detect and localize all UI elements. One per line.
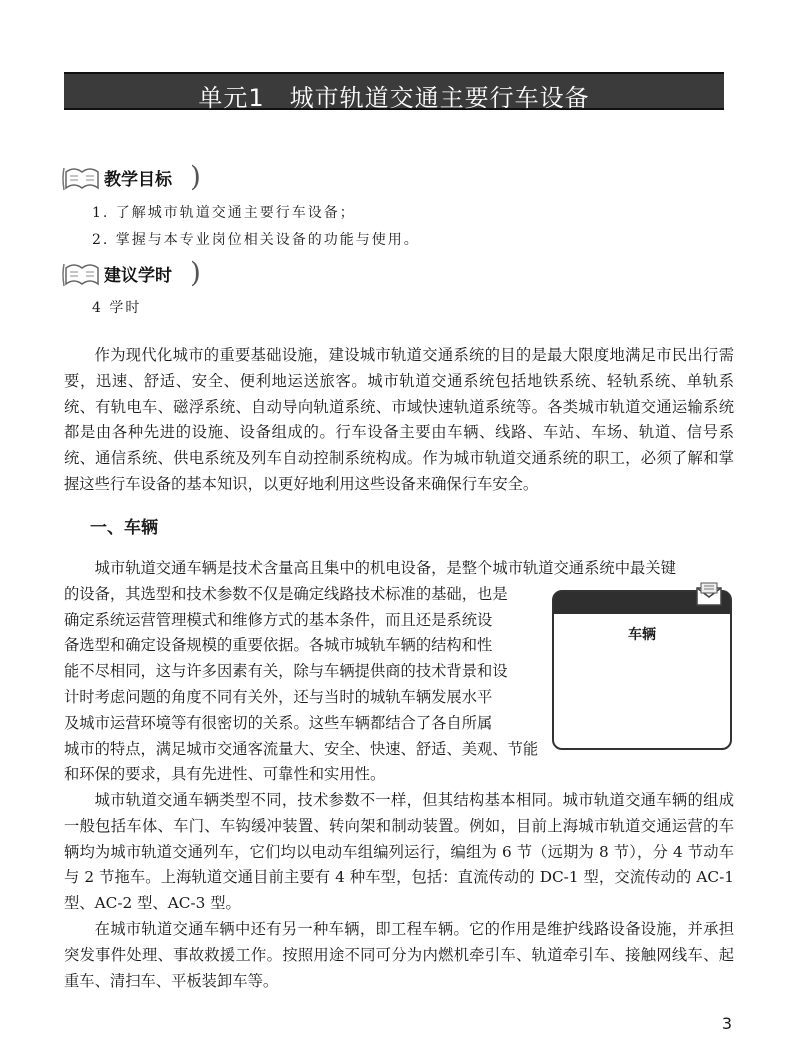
paragraph-line: 确定系统运营管理模式和维修方式的基本条件，而且还是系统设 (64, 610, 493, 629)
goal-item-2: 2. 掌握与本专业岗位相关设备的功能与使用。 (92, 232, 420, 248)
envelope-icon (696, 582, 722, 606)
paragraph-line: 及城市运营环境等有很密切的关系。这些车辆都结合了各自所属 (64, 713, 493, 732)
suggested-hours-label: 建议学时 (104, 266, 172, 286)
paragraph-line: 能不尽相同，这与许多因素有关，除与车辆提供商的技术背景和设 (64, 662, 508, 681)
vehicles-paragraph-2 (64, 788, 734, 917)
paragraph-line: 和环保的要求，具有先进性、可靠性和实用性。 (64, 765, 386, 784)
suggested-hours-value: 4 学时 (92, 300, 142, 316)
suggested-hours-tag (62, 258, 222, 288)
teaching-goals-label: 教学目标 (104, 170, 172, 190)
paragraph-line: 的设备，其选型和技术参数不仅是确定线路技术标准的基础，也是 (64, 584, 508, 603)
paragraph-line: 城市轨道交通车辆是技术含量高且集中的机电设备，是整个城市轨道交通系统中最关键 (94, 559, 676, 577)
intro-text: 作为现代化城市的重要基础设施，建设城市轨道交通系统的目的是最大限度地满足市民出行需要，迅速、舒适、安全、便利地运送旅客。城市轨道交通系统包括地铁系统、轻轨系统、单轨系统、有轨电车、磁浮系统、自动导向轨道系统、市域快速轨道系统等。各类城市轨道交通运输系统都是由各种先进的设施、设备组成的。行车设备主要由车辆、线路、车站、车场、轨道、信号系统、通信系统、供电系统及列车自动控制系统构成。作为城市轨道交通系统的职工，必须了解和掌握这些行车设备的基本知识，以更好地利用这些设备来确保行车安全。 (64, 346, 734, 493)
paragraph-line: 城市的特点，满足城市交通客流量大、安全、快速、舒适、美观、节能 (64, 739, 539, 758)
page-number: 3 (721, 1014, 732, 1033)
paragraph-line: 计时考虑问题的角度不同有关外，还与当时的城轨车辆发展水平 (64, 687, 493, 706)
paragraph-text: 城市轨道交通车辆类型不同，技术参数不一样，但其结构基本相同。城市轨道交通车辆的组成一般包括车体、车门、车钩缓冲装置、转向架和制动装置。例如，目前上海城市轨道交通运营的车辆均为城市轨道交通列车，它们均以电动车组编列运行，编组为 6 节（远期为 8 节），分 4 节动车与 2 节拖车。上海轨道交通目前主要有 4 种车型，包括：直流传动的 DC-1 型，交流传动的 AC-1 型、AC-2 型、AC-3 型。 (64, 791, 734, 913)
notebook-icon (62, 260, 100, 288)
sidebar-note-box (552, 590, 732, 750)
paragraph-line: 备选型和确定设备规模的重要依据。各城市城轨车辆的结构和性 (64, 636, 493, 655)
intro-paragraph (64, 343, 734, 498)
paragraph-text: 在城市轨道交通车辆中还有另一种车辆，即工程车辆。它的作用是维护线路设备设施，并承担突发事件处理、事故救援工作。按照用途不同可分为内燃机牵引车、轨道牵引车、接触网线车、起重车、清扫车、平板装卸车等。 (64, 920, 734, 990)
notebook-icon (62, 164, 100, 192)
teaching-goals-tag (62, 162, 222, 192)
bracket-decoration: ) (190, 256, 201, 289)
unit-title-bar (64, 72, 724, 110)
sidebar-note-title: 车辆 (628, 627, 656, 643)
unit-title: 单元1 城市轨道交通主要行车设备 (198, 84, 590, 112)
section-heading-vehicles: 一、车辆 (90, 518, 158, 538)
goal-item-1: 1. 了解城市轨道交通主要行车设备； (92, 205, 356, 221)
vehicles-paragraph-3 (64, 917, 734, 994)
bracket-decoration: ) (190, 160, 201, 193)
